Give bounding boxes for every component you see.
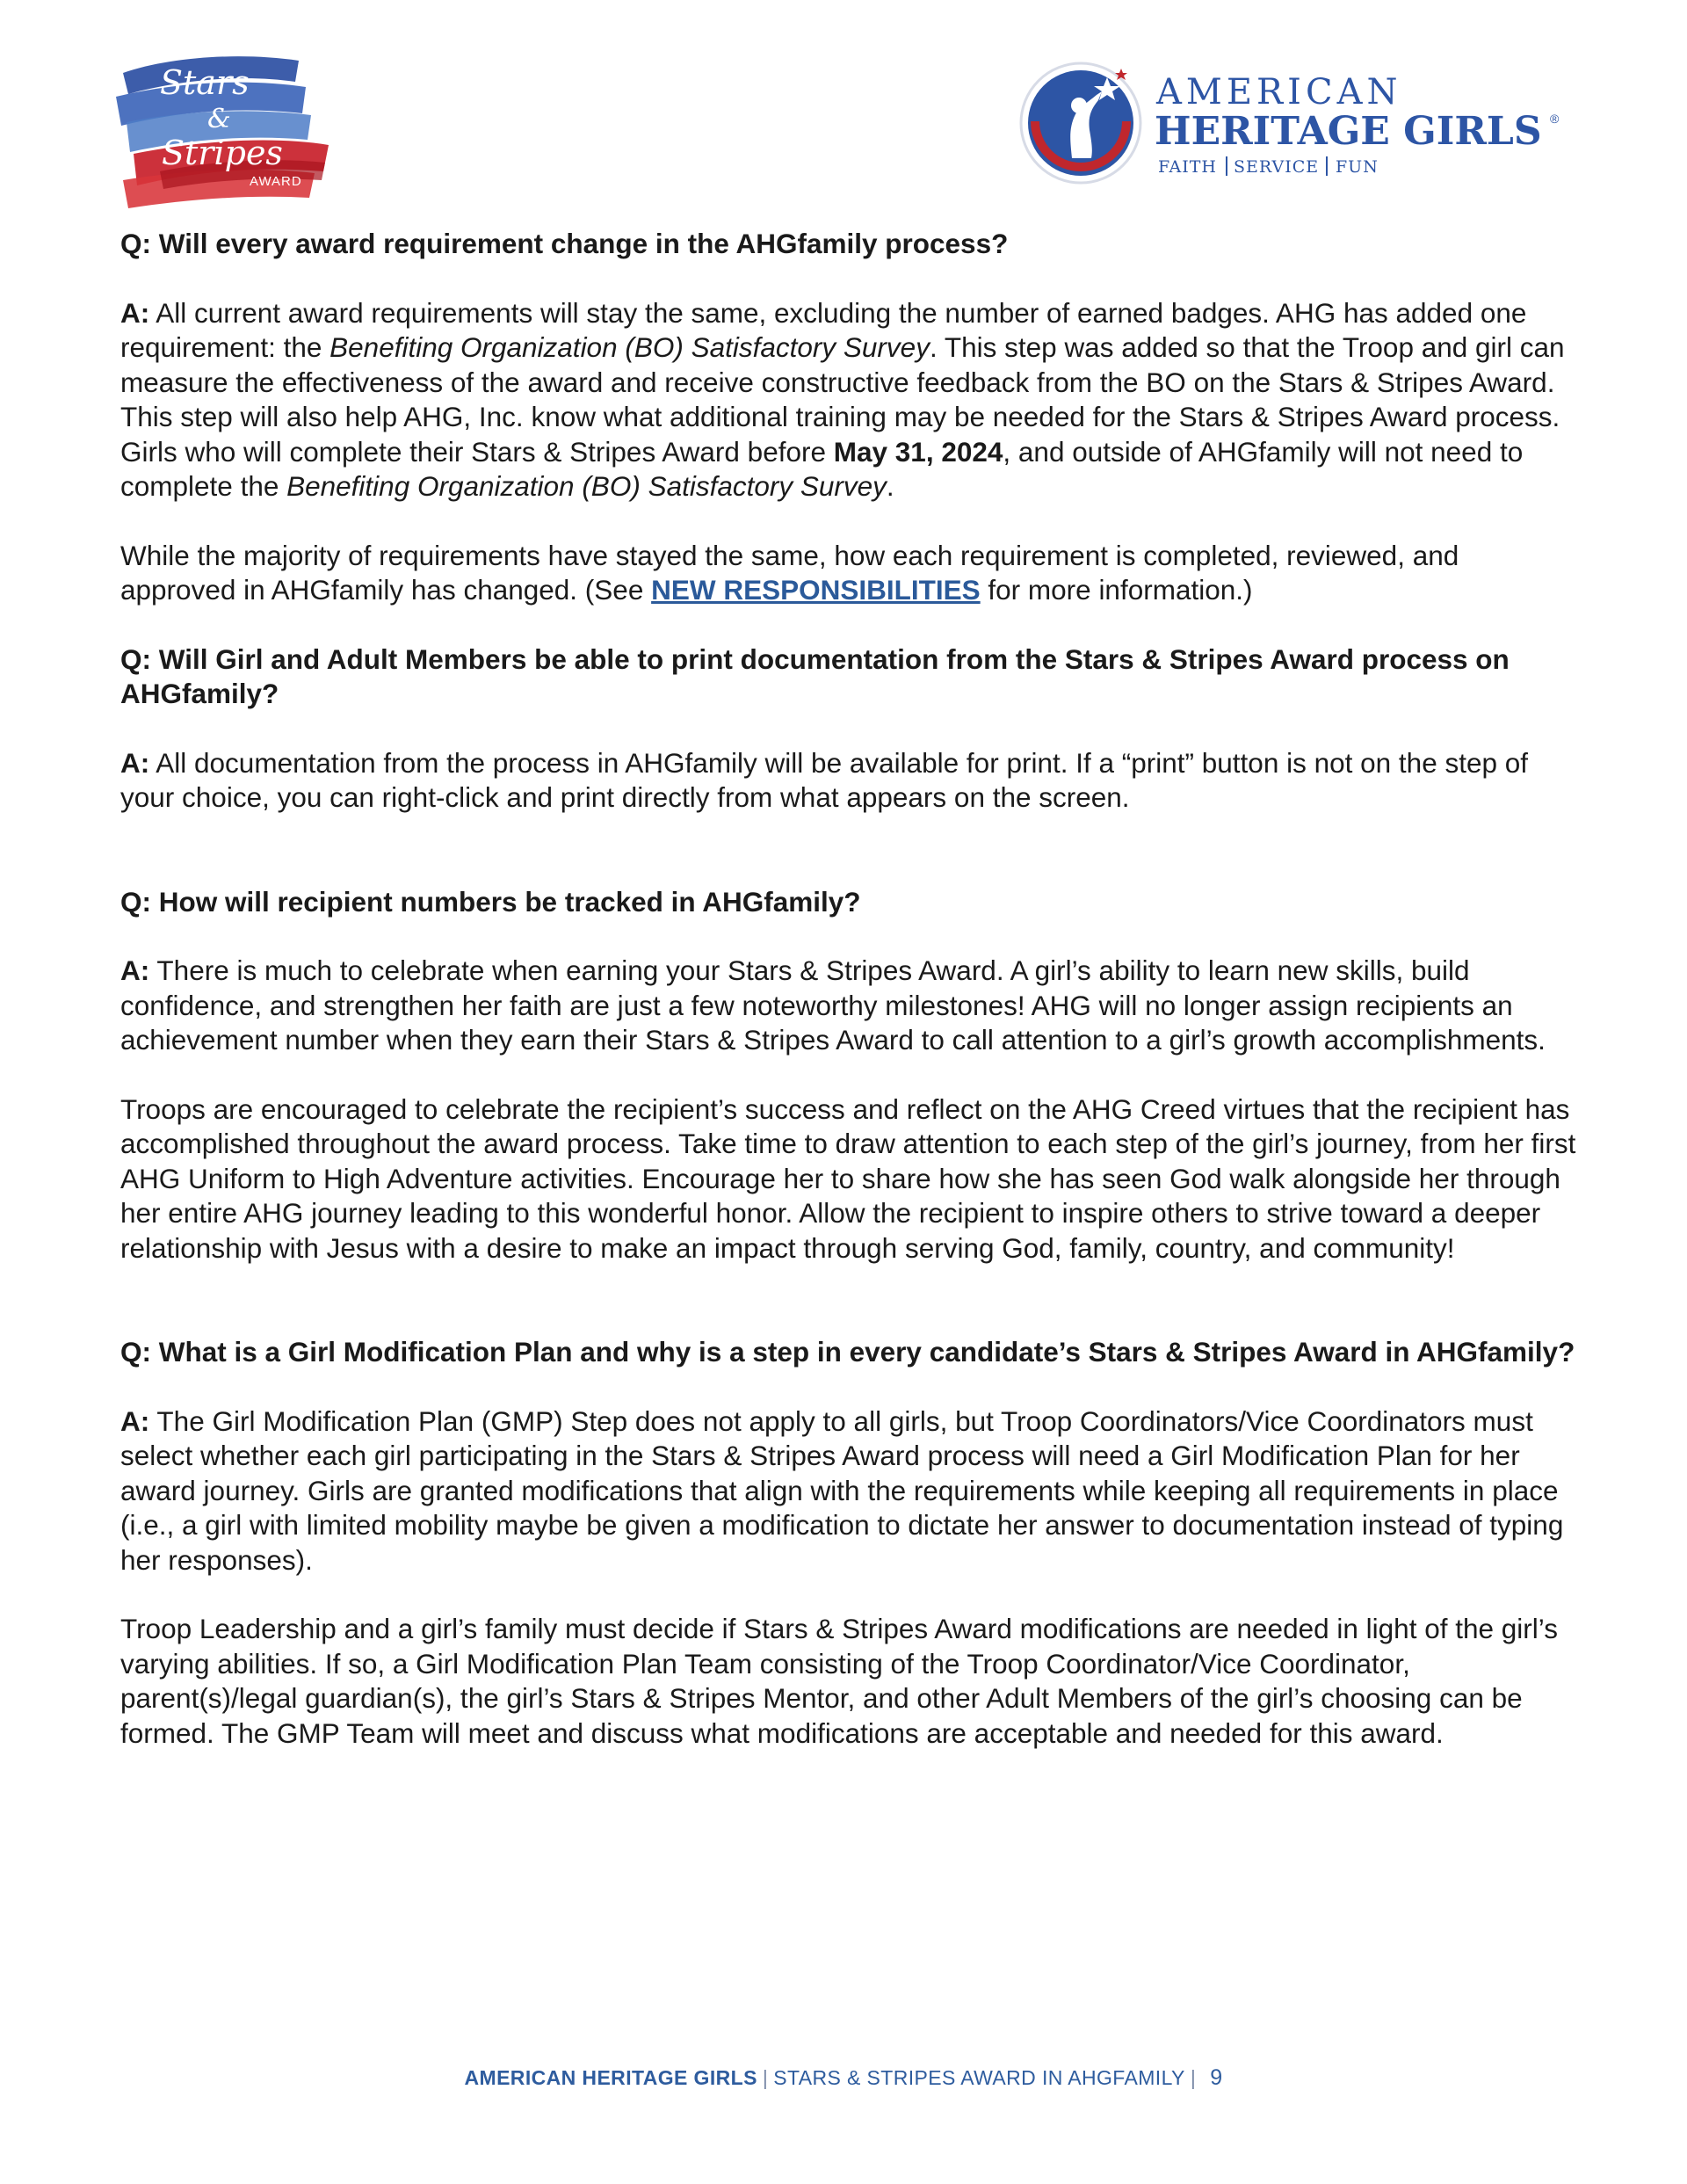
logo-text-award: AWARD bbox=[250, 174, 302, 189]
answer-label: A: bbox=[120, 954, 150, 986]
faq-question: Q: Will every award requirement change in the AHGfamily process? bbox=[120, 228, 1009, 259]
page-footer bbox=[0, 2065, 1687, 2091]
faq-answer: A: All documentation from the process in AHGfamily will be available for print. If a “print” button is not on the step of your choice, you can right-click and print directly from what appears on the screen. bbox=[120, 746, 1529, 813]
logo-text-amp: & bbox=[207, 104, 231, 134]
logo-text-heritage-girls: HERITAGE GIRLS bbox=[1155, 109, 1542, 154]
faq-question: Q: How will recipient numbers be tracked in AHGfamily? bbox=[120, 885, 861, 918]
footer-org: AMERICAN HERITAGE GIRLS bbox=[464, 2066, 757, 2089]
logo-text-stripes: Stripes bbox=[162, 134, 283, 172]
page-number: 9 bbox=[1210, 2065, 1223, 2090]
deadline-date: May 31, 2024 bbox=[833, 435, 1003, 468]
emphasis-text: Benefiting Organization (BO) Satisfactory Survey bbox=[329, 331, 930, 363]
answer-label: A: bbox=[120, 1404, 150, 1437]
american-heritage-girls-logo bbox=[1017, 60, 1580, 192]
footer-doc-title: STARS & STRIPES AWARD IN AHGFAMILY bbox=[773, 2066, 1185, 2089]
faq-answer: A: There is much to celebrate when earning your Stars & Stripes Award. A girl’s ability to learn new skills, build confidence, and strengthen her faith are just a few noteworthy milestones! AHG will no longer assign recipients an achievement number when they earn their Stars & Stripes Award to call attention to a girl’s growth accomplishments. bbox=[120, 954, 1546, 1056]
answer-label: A: bbox=[120, 296, 150, 329]
tagline-faith: FAITH bbox=[1158, 157, 1218, 177]
logo-text-american: AMERICAN bbox=[1156, 72, 1402, 112]
footer-separator: | bbox=[762, 2066, 769, 2089]
emphasis-text: Benefiting Organization (BO) Satisfactory Survey bbox=[286, 470, 887, 502]
new-responsibilities-link[interactable]: NEW RESPONSIBILITIES bbox=[651, 574, 981, 606]
faq-answer-paragraph: While the majority of requirements have stayed the same, how each requirement is completed, reviewed, and approved in AHGfamily has changed. (See NEW RESPONSIBILITIES for more information.) bbox=[120, 539, 1459, 606]
tagline-fun: FUN bbox=[1336, 157, 1379, 177]
faq-content bbox=[120, 227, 1579, 1751]
registered-mark: ® bbox=[1550, 112, 1560, 126]
footer-separator: | bbox=[1190, 2066, 1197, 2089]
faq-question: Q: Will Girl and Adult Members be able to print documentation from the Stars & Stripes Award process on AHGfamily? bbox=[120, 642, 1510, 709]
answer-label: A: bbox=[120, 746, 150, 779]
faq-answer: A: All current award requirements will stay the same, excluding the number of earned badges. AHG has added one requirement: the Benefiting Organization (BO) Satisfactory Survey. This step was added so that the Troop and girl can measure the effectiveness of the award and receive constructive feedback from the BO on the Stars & Stripes Award. This step will also help AHG, Inc. know what additional training may be needed for the Stars & Stripes Award process. Girls who will complete their Stars & Stripes Award before May 31, 2024, and outside of AHGfamily will not need to complete the Benefiting Organization (BO) Satisfactory Survey. bbox=[120, 296, 1565, 502]
logo-text-stars: Stars bbox=[160, 63, 250, 102]
faq-question: Q: What is a Girl Modification Plan and why is a step in every candidate’s Stars & Stripes Award in AHGfamily? bbox=[120, 1336, 1575, 1368]
tagline-service: SERVICE bbox=[1234, 157, 1320, 177]
faq-answer-paragraph: Troops are encouraged to celebrate the recipient’s success and reflect on the AHG Creed virtues that the recipient has accomplished throughout the award process. Take time to draw attention to each step of the girl’s journey, from her first AHG Uniform to High Adventure activities. Encourage her to share how she has seen God walk alongside her through her entire AHG journey leading to this wonderful honor. Allow the recipient to inspire others to strive toward a deeper relationship with Jesus with a desire to make an impact through serving God, family, country, and community! bbox=[120, 1092, 1576, 1264]
faq-answer: A: The Girl Modification Plan (GMP) Step does not apply to all girls, but Troop Coordinators/Vice Coordinators must select whether each girl participating in the Stars & Stripes Award process will need a Girl Modification Plan for her award journey. Girls are granted modifications that align with the requirements while keeping all requirements in place (i.e., a girl with limited mobility maybe be given a modification to dictate her answer to documentation instead of typing her responses). bbox=[120, 1404, 1564, 1576]
page-header bbox=[0, 0, 1687, 229]
faq-answer-paragraph: Troop Leadership and a girl’s family must decide if Stars & Stripes Award modifications are needed in light of the girl’s varying abilities. If so, a Girl Modification Plan Team consisting of the Troop Coordinator/Vice Coordinator, parent(s)/legal guardian(s), the girl’s Stars & Stripes Mentor, and other Adult Members of the girl’s choosing can be formed. The GMP Team will meet and discuss what modifications are acceptable and needed for this award. bbox=[120, 1613, 1558, 1749]
stars-stripes-award-logo bbox=[107, 48, 336, 211]
